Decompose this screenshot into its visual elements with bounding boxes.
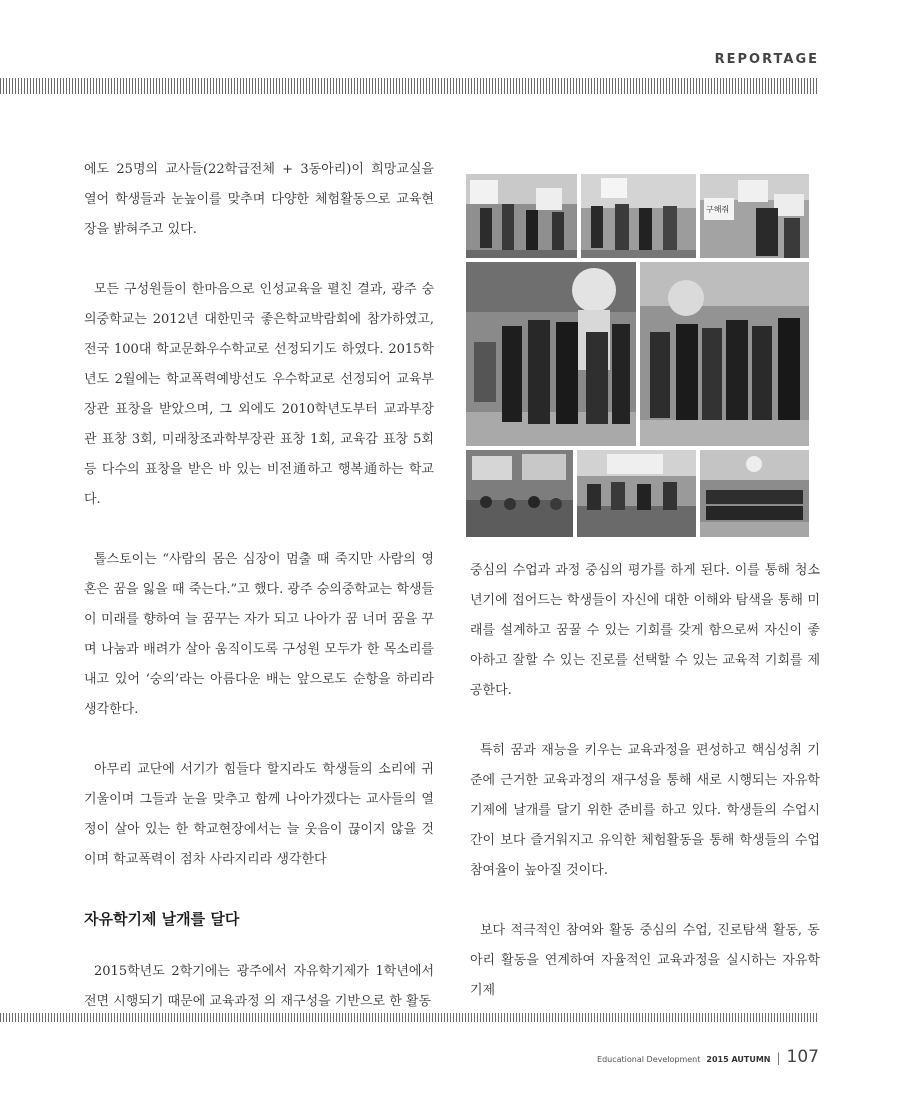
sign-text: 구해줘 [706, 205, 730, 214]
issue-season: 2015 AUTUMN [706, 1055, 771, 1064]
campaign-walk-photo [581, 174, 696, 258]
mascot-police-photo [466, 262, 636, 446]
right-paragraph-3: 보다 적극적인 참여와 활동 중심의 수업, 진로탐색 활동, 동아리 활동을 연계하여 자율적인 교육과정을 실시하는 자유학기제 [470, 923, 820, 998]
photo-collage [466, 174, 809, 537]
lecture-hall-photo [577, 450, 696, 537]
magazine-name: Educational Development [597, 1055, 701, 1064]
left-paragraph-1: 에도 25명의 교사들(22학급전체 + 3동아리)이 희망교실을 열어 학생들과 눈높이를 맞추며 다양한 체험활동으로 교육현장을 밝혀주고 있다. [84, 162, 434, 237]
footer-separator: | [776, 1051, 781, 1065]
section-label: REPORTAGE [714, 52, 819, 67]
page-footer [597, 1047, 819, 1067]
left-paragraph-4: 아무리 교단에 서기가 힘들다 할지라도 학생들의 소리에 귀 기울이며 그들과 눈을 맞추고 함께 나아가겠다는 교사들의 열정이 살아 있는 한 학교현장에서는 늘 웃음이 끊이지 않을 것이며 학교폭력이 점차 사라지리라 생각한다 [84, 762, 434, 867]
campaign-teachers-photo [700, 174, 809, 258]
section-heading: 자유학기제 날개를 달다 [84, 910, 240, 928]
right-paragraph-2: 특히 꿈과 재능을 키우는 교육과정을 편성하고 핵심성취 기준에 근거한 교육과정의 재구성을 통해 새로 시행되는 자유학기제에 날개를 달기 위한 준비를 하고 있다. 학생들의 수업시간이 보다 즐거워지고 유익한 체험활동을 통해 학생들의 수업 참여율이 높아질 것이다. [470, 743, 820, 878]
group-photo [700, 450, 809, 537]
police-group-photo [640, 262, 809, 446]
bottom-hatch-rule [0, 1013, 818, 1022]
left-paragraph-5: 2015학년도 2학기에는 광주에서 자유학기제가 1학년에서 전면 시행되기 때문에 교육과정 의 재구성을 기반으로 한 활동 [84, 964, 434, 1009]
campaign-signs-photo [466, 174, 577, 258]
right-column [470, 556, 820, 1036]
top-hatch-rule [0, 78, 818, 94]
right-paragraph-1: 중심의 수업과 과정 중심의 평가를 하게 된다. 이를 통해 청소년기에 접어드는 학생들이 자신에 대한 이해와 탐색을 통해 미래를 설계하고 꿈꿀 수 있는 기회를 갖게 함으로써 자신이 좋아하고 잘할 수 있는 진로를 선택할 수 있는 교육적 기회를 제공한다. [470, 563, 820, 698]
left-paragraph-3: 톨스토이는 “사람의 몸은 심장이 멈출 때 죽지만 사람의 영혼은 꿈을 잃을 때 죽는다.”고 했다. 광주 숭의중학교는 학생들이 미래를 향하여 늘 꿈꾸는 자가 되고 나아가 꿈 너머 꿈을 꾸며 나눔과 배려가 살아 움직이도록 구성원 모두가 한 목소리를 내고 있어 ‘숭의’라는 아름다운 배는 앞으로도 순항을 하리라 생각한다. [84, 552, 434, 717]
left-column [84, 155, 434, 1047]
page-number: 107 [786, 1047, 819, 1067]
left-paragraph-2: 모든 구성원들이 한마음으로 인성교육을 펼친 결과, 광주 숭의중학교는 2012년 대한민국 좋은학교박람회에 참가하였고, 전국 100대 학교문화우수학교로 선정되기도 하였다. 2015학년도 2월에는 학교폭력예방선도 우수학교로 선정되어 교육부장관 표창을 받았으며, 그 외에도 2010학년도부터 교과부장관 표창 3회, 미래창조과학부장관 표창 1회, 교육감 표창 5회 등 다수의 표창을 받은 바 있는 비전通하고 행복通하는 학교다. [84, 282, 434, 507]
classroom-photo [466, 450, 573, 537]
